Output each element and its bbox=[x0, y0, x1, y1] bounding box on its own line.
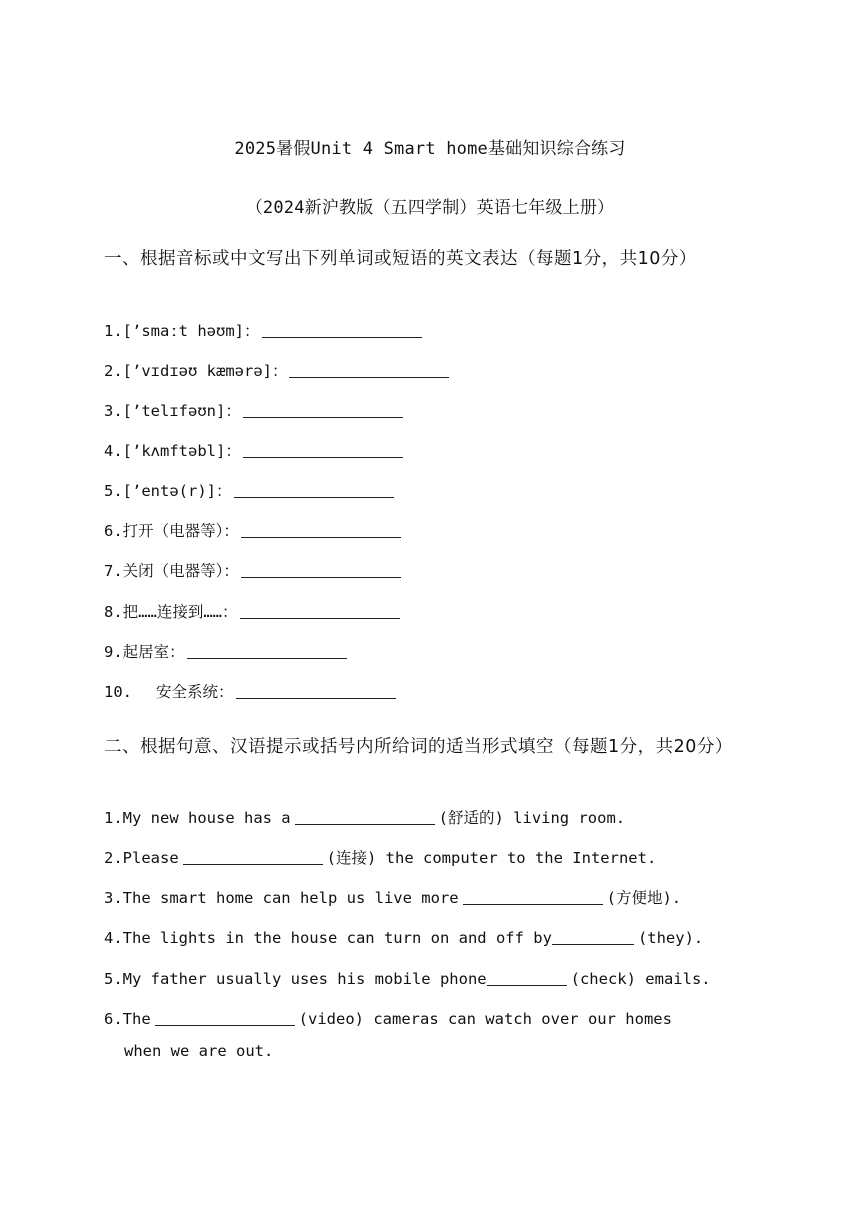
item-text-after: (连接) the computer to the Internet. bbox=[326, 849, 657, 867]
item-text-after: (方便地). bbox=[606, 889, 682, 907]
part1-item bbox=[104, 400, 403, 422]
item-prompt: 关闭（电器等）： bbox=[122, 562, 239, 580]
part1-item bbox=[104, 601, 400, 623]
worksheet-subtitle: （2024新沪教版（五四学制）英语七年级上册） bbox=[245, 198, 615, 218]
answer-blank[interactable] bbox=[240, 602, 400, 619]
item-text-after: (check) emails. bbox=[570, 970, 711, 988]
item-number: 1. bbox=[104, 322, 123, 340]
part2-item bbox=[104, 887, 764, 909]
answer-blank[interactable] bbox=[234, 481, 394, 498]
part2-heading: 二、根据句意、汉语提示或括号内所给词的适当形式填空（每题1分，共20分） bbox=[104, 737, 733, 757]
part1-item bbox=[104, 560, 401, 582]
item-number: 5. bbox=[104, 482, 123, 500]
item-text-before: My father usually uses his mobile phone bbox=[122, 970, 487, 988]
item-prompt: 把……连接到……： bbox=[122, 603, 238, 621]
part2-item-continuation: when we are out. bbox=[124, 1042, 274, 1060]
item-text-before: My new house has a bbox=[122, 809, 291, 827]
item-number: 10. bbox=[104, 683, 132, 701]
part1-item bbox=[104, 360, 449, 382]
answer-blank[interactable] bbox=[183, 848, 323, 865]
part1-heading: 一、根据音标或中文写出下列单词或短语的英文表达（每题1分，共10分） bbox=[104, 249, 697, 269]
item-text-before: The bbox=[122, 1010, 151, 1028]
part2-item bbox=[104, 927, 764, 949]
item-text-after: (they). bbox=[637, 929, 704, 947]
item-text-after: (舒适的) living room. bbox=[438, 809, 626, 827]
item-number: 6. bbox=[104, 522, 123, 540]
item-prompt: [ʼvɪdɪəʊ kæmərə]： bbox=[122, 362, 288, 380]
item-prompt: 打开（电器等）： bbox=[122, 522, 239, 540]
item-number: 4. bbox=[104, 442, 123, 460]
item-number: 7. bbox=[104, 562, 123, 580]
worksheet-title: 2025暑假Unit 4 Smart home基础知识综合练习 bbox=[234, 139, 626, 159]
item-prompt: [ʼtelɪfəʊn]： bbox=[122, 402, 241, 420]
item-text-before: The lights in the house can turn on and off by bbox=[122, 929, 552, 947]
part2-item bbox=[104, 968, 764, 990]
answer-blank[interactable] bbox=[243, 441, 403, 458]
part1-item bbox=[104, 320, 422, 342]
part2-item bbox=[104, 807, 764, 829]
item-text-before: The smart home can help us live more bbox=[122, 889, 459, 907]
answer-blank[interactable] bbox=[552, 928, 634, 945]
item-text-before: Please bbox=[122, 849, 179, 867]
answer-blank[interactable] bbox=[236, 682, 396, 699]
item-prompt: 起居室： bbox=[122, 643, 185, 661]
item-number: 4. bbox=[104, 929, 123, 947]
item-number: 9. bbox=[104, 643, 123, 661]
answer-blank[interactable] bbox=[187, 642, 347, 659]
item-prompt: 安全系统： bbox=[156, 683, 234, 701]
answer-blank[interactable] bbox=[487, 969, 567, 986]
answer-blank[interactable] bbox=[155, 1009, 295, 1026]
answer-blank[interactable] bbox=[262, 321, 422, 338]
part2-item bbox=[104, 847, 764, 869]
part1-item bbox=[104, 641, 347, 663]
answer-blank[interactable] bbox=[463, 888, 603, 905]
part1-item bbox=[104, 520, 401, 542]
item-text-after: (video) cameras can watch over our homes bbox=[298, 1010, 672, 1028]
answer-blank[interactable] bbox=[289, 361, 449, 378]
item-number: 8. bbox=[104, 603, 123, 621]
item-number: 2. bbox=[104, 849, 123, 867]
answer-blank[interactable] bbox=[241, 561, 401, 578]
item-prompt: [ʼentə(r)]： bbox=[122, 482, 232, 500]
part1-item bbox=[104, 480, 394, 502]
answer-blank[interactable] bbox=[241, 521, 401, 538]
item-number: 3. bbox=[104, 402, 123, 420]
part1-item bbox=[104, 681, 396, 703]
item-number: 3. bbox=[104, 889, 123, 907]
answer-blank[interactable] bbox=[243, 401, 403, 418]
part2-item bbox=[104, 1008, 764, 1030]
answer-blank[interactable] bbox=[295, 808, 435, 825]
item-prompt: [ʼsmaːt həʊm]： bbox=[122, 322, 260, 340]
item-number: 1. bbox=[104, 809, 123, 827]
item-prompt: [ʼkʌmftəbl]： bbox=[122, 442, 241, 460]
item-number: 6. bbox=[104, 1010, 123, 1028]
item-number: 5. bbox=[104, 970, 123, 988]
item-number: 2. bbox=[104, 362, 123, 380]
part1-item bbox=[104, 440, 403, 462]
